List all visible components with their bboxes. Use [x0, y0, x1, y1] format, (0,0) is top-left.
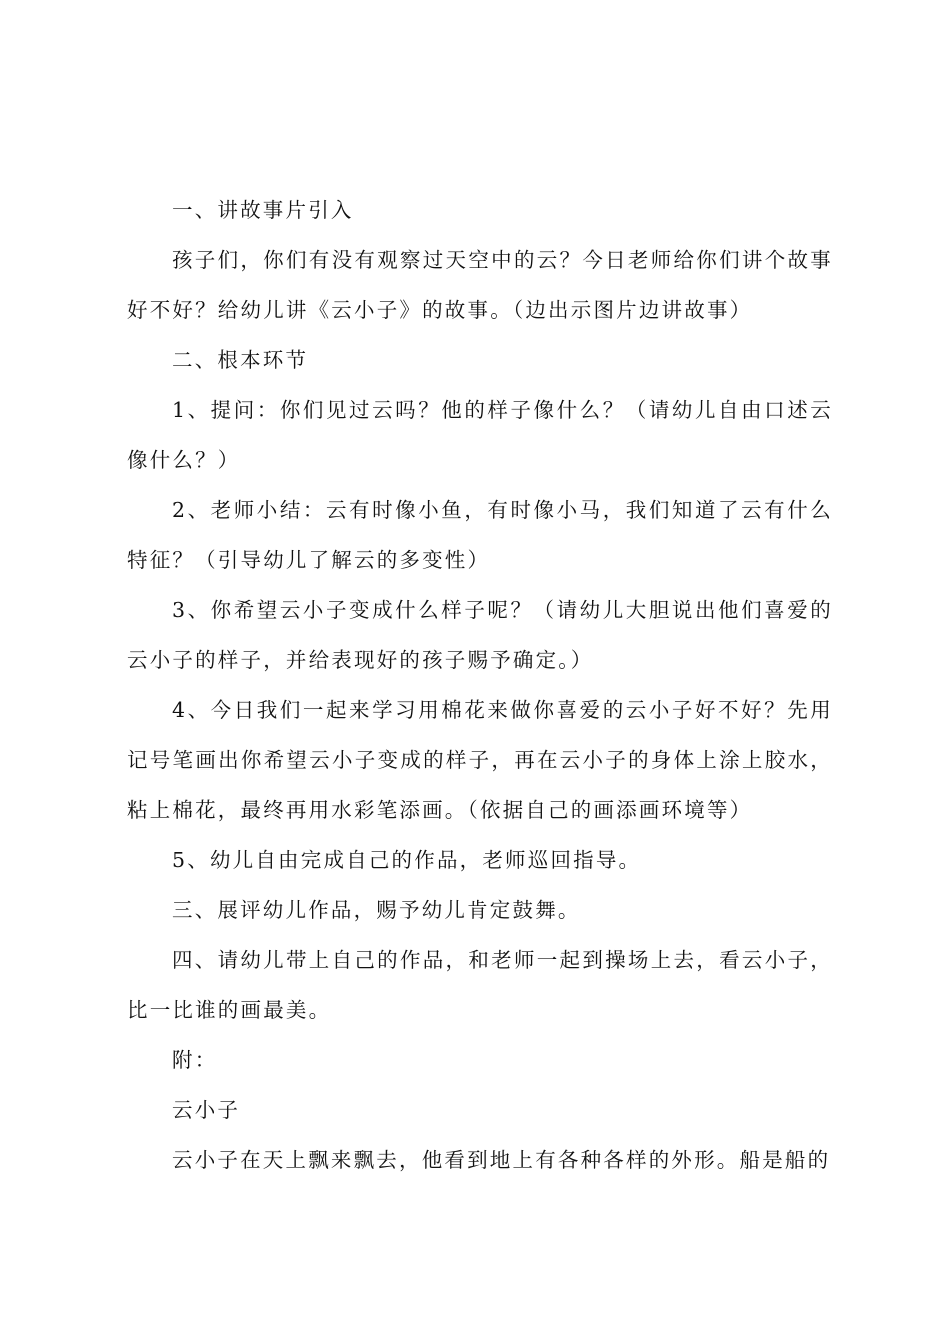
section-heading-review: 三、展评幼儿作品，赐予幼儿肯定鼓舞。 — [172, 898, 581, 922]
section-heading-intro: 一、讲故事片引入 — [172, 198, 354, 222]
step-1: 1、提问：你们见过云吗？他的样子像什么？（请幼儿自由口述云像什么？） — [127, 398, 833, 472]
step-5: 5、幼儿自由完成自己的作品，老师巡回指导。 — [172, 848, 642, 872]
section-heading-outdoor: 四、请幼儿带上自己的作品，和老师一起到操场上去，看云小子，比一比谁的画最美。 — [127, 948, 833, 1022]
story-text: 云小子在天上飘来飘去，他看到地上有各种各样的外形。船是船的 — [172, 1148, 831, 1172]
step-4: 4、今日我们一起来学习用棉花来做你喜爱的云小子好不好？先用记号笔画出你希望云小子变成的样子，再在云小子的身体上涂上胶水，粘上棉花，最终再用水彩笔添画。（依据自己的画添画环境等） — [127, 698, 833, 822]
document-body — [127, 185, 833, 1185]
step-3: 3、你希望云小子变成什么样子呢？（请幼儿大胆说出他们喜爱的云小子的样子，并给表现好的孩子赐予确定。） — [127, 598, 833, 672]
paragraph-intro: 孩子们，你们有没有观察过天空中的云？今日老师给你们讲个故事好不好？给幼儿讲《云小子》的故事。（边出示图片边讲故事） — [127, 248, 833, 322]
section-heading-main: 二、根本环节 — [172, 348, 309, 372]
appendix-label: 附： — [172, 1048, 218, 1072]
story-title: 云小子 — [172, 1098, 241, 1122]
step-2: 2、老师小结：云有时像小鱼，有时像小马，我们知道了云有什么特征？（引导幼儿了解云的多变性） — [127, 498, 833, 572]
